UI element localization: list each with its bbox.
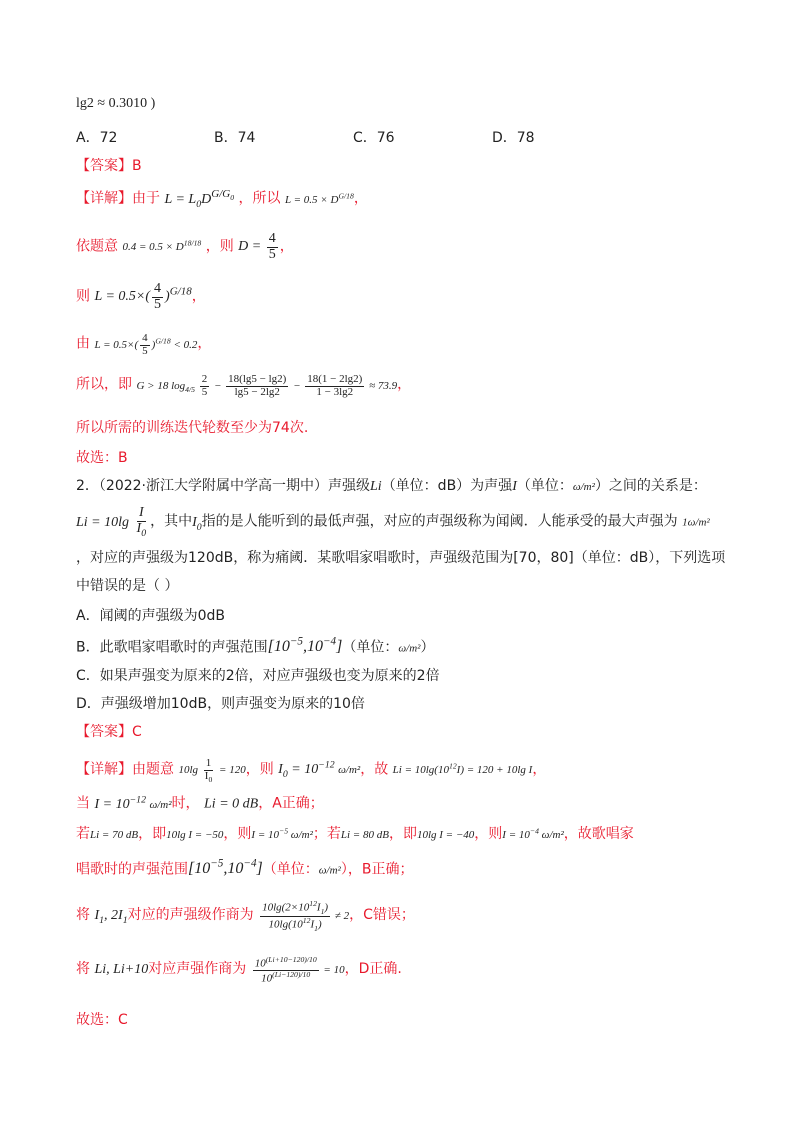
formula-G-bound: G > 18 $\log_{4/5}$ $\frac{2}{5}$ − $\frac{18(\lg 5 - \lg 2)}{\lg 5 - 2\lg 2}$ − $\frac{18(1 - 2\lg 2)}{1 - 3\lg 2}$ ≈ 73.9 [136,373,398,398]
q1-option-a: A．72 [76,130,118,146]
detail-tag: 【详解】 [76,761,132,778]
q2-stem-line-3: ，对应的声强级为120dB，称为痛阈．某歌唱家唱歌时，声强级范围为[70，80]（单位：dB），下列选项 [76,550,726,566]
formula-range: $[10^{-5},10^{-4}]$ [267,636,343,656]
answer-value: B [132,158,142,174]
formula-L-value: $L = 0.5 \times D^{G/18}$ [284,191,354,206]
detail-text: 依题意 [76,238,118,255]
detail-text: ），B正确； [340,861,414,878]
detail-text: 当 [76,795,90,812]
detail-text: 对应的声强级作商为 [127,906,254,923]
option-text: （单位： [342,639,399,656]
formula-range: $[10^{-5},10^{-4}]$ [188,858,263,878]
formula-Li-Li10: Li, Li+10 [94,962,149,978]
detail-text: ，则 [205,238,234,255]
detail-text: ，C错误； [349,906,415,923]
detail-text: ，即 [138,826,167,842]
answer-tag: 【答案】 [76,724,132,740]
var-I: I [512,479,517,494]
detail-text: ，即 [388,826,417,842]
q2-answer [76,724,142,741]
q2-choose: 故选：C [76,1012,128,1028]
detail-text: ，则 [474,826,503,842]
stem-text: ，其中 [150,513,193,530]
q2-detail-line-2 [76,794,324,813]
q1-option-b: B．74 [214,130,256,146]
detail-text: 对应声强作商为 [148,961,247,978]
detail-text: ，故 [360,761,389,778]
q1-option-c: C．76 [353,130,395,146]
q2-option-d: D．声强级增加10dB，则声强变为原来的10倍 [76,696,365,712]
detail-text: 唱歌时的声强范围 [76,861,188,878]
detail-text: 由题意 [132,761,174,778]
formula-ratio-C: $\frac{10\lg(2\times 10^{12}I_1)}{10\lg(10^{12}I_1)}$ ≠ 2 [262,899,350,933]
detail-text: ，则 [245,761,274,778]
q1-detail-line-2: 依题意 $0.4 = 0.5 \times D^{18/18}$ ，则 D = $\frac{4}{5}$ ， [76,231,294,262]
formula-I0: $I_0 = 10^{-12}$ ω/m² [278,759,361,781]
q2-stem-line-1 [76,478,707,496]
q2-detail-line-1: 【详解】由题意 10lg $\frac{1}{I_0}$ = 120，则 $I_0 = 10^{-12}$ ω/m²，故 $Li = 10\lg(10^{12}I) = 120 + 10\lg$ I， [76,757,547,784]
q1-answer [76,158,142,175]
detail-tag: 【详解】 [76,190,132,207]
detail-text: 所以，即 [76,376,132,393]
detail-text: ，所以 [238,190,281,207]
q2-detail-line-4 [76,858,413,879]
detail-text: 由 [76,335,90,352]
formula-L-def: $L = L_0D^{G/G_0}$ [164,188,235,210]
formula-D: D = $\frac{4}{5}$ [238,231,276,262]
detail-text: 则 [76,288,90,305]
formula-I-min: $I = 10^{-12}$ ω/m² [94,794,172,812]
var-I0: $I_0$ [192,514,202,533]
var-Li: Li [370,479,382,494]
q1-conclusion: 所以所需的训练迭代轮数至少为74次. [76,420,309,436]
q1-detail-line-3: 则 L = 0.5×( $\frac{4}{5}$ )$^{G/18}$， [76,281,206,312]
unit-one-wm2: 1ω/m² [682,516,710,529]
q2-detail-line-6 [76,956,402,985]
detail-text: ，则 [223,826,252,842]
formula-lg-40: 10lg I = −40 [416,829,475,841]
detail-text: 由于 [132,190,160,207]
q1-detail-line-4: 由 L = 0.5×( $\frac{4}{5}$ )$^{G/18}$ < 0.2， [76,332,212,357]
unit-wm2: ω/m² [318,864,341,877]
detail-text: ，A正确； [258,795,324,812]
q1-option-d: D．78 [492,130,535,146]
formula-given: $0.4 = 0.5 \times D^{18/18}$ [122,238,202,254]
formula-Li-expanded: $Li = 10\lg(10^{12}I) = 120 + 10\lg$ I [392,761,533,777]
stem-text: 2．（2022·浙江大学附属中学高一期中）声强级 [76,478,370,494]
detail-text: ，D正确. [344,961,402,978]
formula-pain: 10lg $\frac{1}{I_0}$ = 120 [178,757,246,784]
q2-option-b [76,636,434,657]
detail-text: （单位： [262,861,319,878]
detail-text: 将 [76,961,90,978]
stem-text: （单位： [516,478,573,494]
formula-lg-50: 10lg I = −50 [166,829,224,841]
detail-text: 将 [76,906,90,923]
stem-text: （单位：dB）为声强 [381,478,513,494]
q2-detail-line-3 [76,826,634,843]
formula-inequality: L = 0.5×( $\frac{4}{5}$ )$^{G/18}$ < 0.2 [94,332,198,357]
q1-hint: lg2 ≈ 0.3010 ) [76,96,156,111]
unit-wm2: ω/m² [572,481,595,493]
q2-stem-line-4: 中错误的是（ ） [76,578,179,594]
answer-tag: 【答案】 [76,158,132,174]
unit-wm2: ω/m² [398,642,421,655]
formula-Li-def: Li = 10lg $\frac{I}{I_0}$ [76,505,147,539]
q2-option-c: C．如果声强变为原来的2倍，对应声强级也变为原来的2倍 [76,668,440,684]
formula-I-1e-5: $I = 10^{-5}$ ω/m² [251,826,313,841]
q1-detail-line-5: 所以，即 G > 18 $\log_{4/5}$ $\frac{2}{5}$ − $\frac{18(\lg 5 - \lg 2)}{\lg 5 - 2\lg 2}$ − $\frac{18(1 - 2\lg 2)}{1 - 3\lg 2}$ ≈ 73.9， [76,373,412,398]
option-text: B．此歌唱家唱歌时的声强范围 [76,639,268,656]
detail-text: 时， [171,795,200,812]
q1-detail-line-1: 【详解】由于 $L = L_0D^{G/G_0}$ ，所以 $L = 0.5 \times D^{G/18}$， [76,188,368,210]
formula-I1-2I1: $I_1$, $2I_1$ [94,907,128,926]
q2-stem-line-2 [76,506,710,539]
option-text: ） [420,639,435,656]
q2-detail-line-5 [76,900,415,933]
formula-80: Li = 80 dB [340,829,389,841]
q1-choose: 故选：B [76,450,128,466]
detail-text: ，故歌唱家 [563,826,634,842]
formula-ratio-D: $\frac{10^{(Li+10-120)/10}}{10^{(Li-120)/10}}$ = 10 [254,955,345,985]
detail-text: ；若 [312,826,341,842]
formula-I-1e-4: $I = 10^{-4}$ ω/m² [502,826,564,841]
formula-L-expr: L = 0.5×( $\frac{4}{5}$ )$^{G/18}$ [94,281,192,312]
q2-option-a: A．闻阈的声强级为0dB [76,608,225,624]
detail-text: 若 [76,826,90,842]
stem-text: 指的是人能听到的最低声强，对应的声强级称为闻阈．人能承受的最大声强为 [201,513,678,530]
stem-text: ）之间的关系是： [594,478,707,494]
formula-70: Li = 70 dB [90,829,139,841]
formula-Li-zero: Li = 0 dB [204,796,259,812]
answer-value: C [132,724,142,740]
